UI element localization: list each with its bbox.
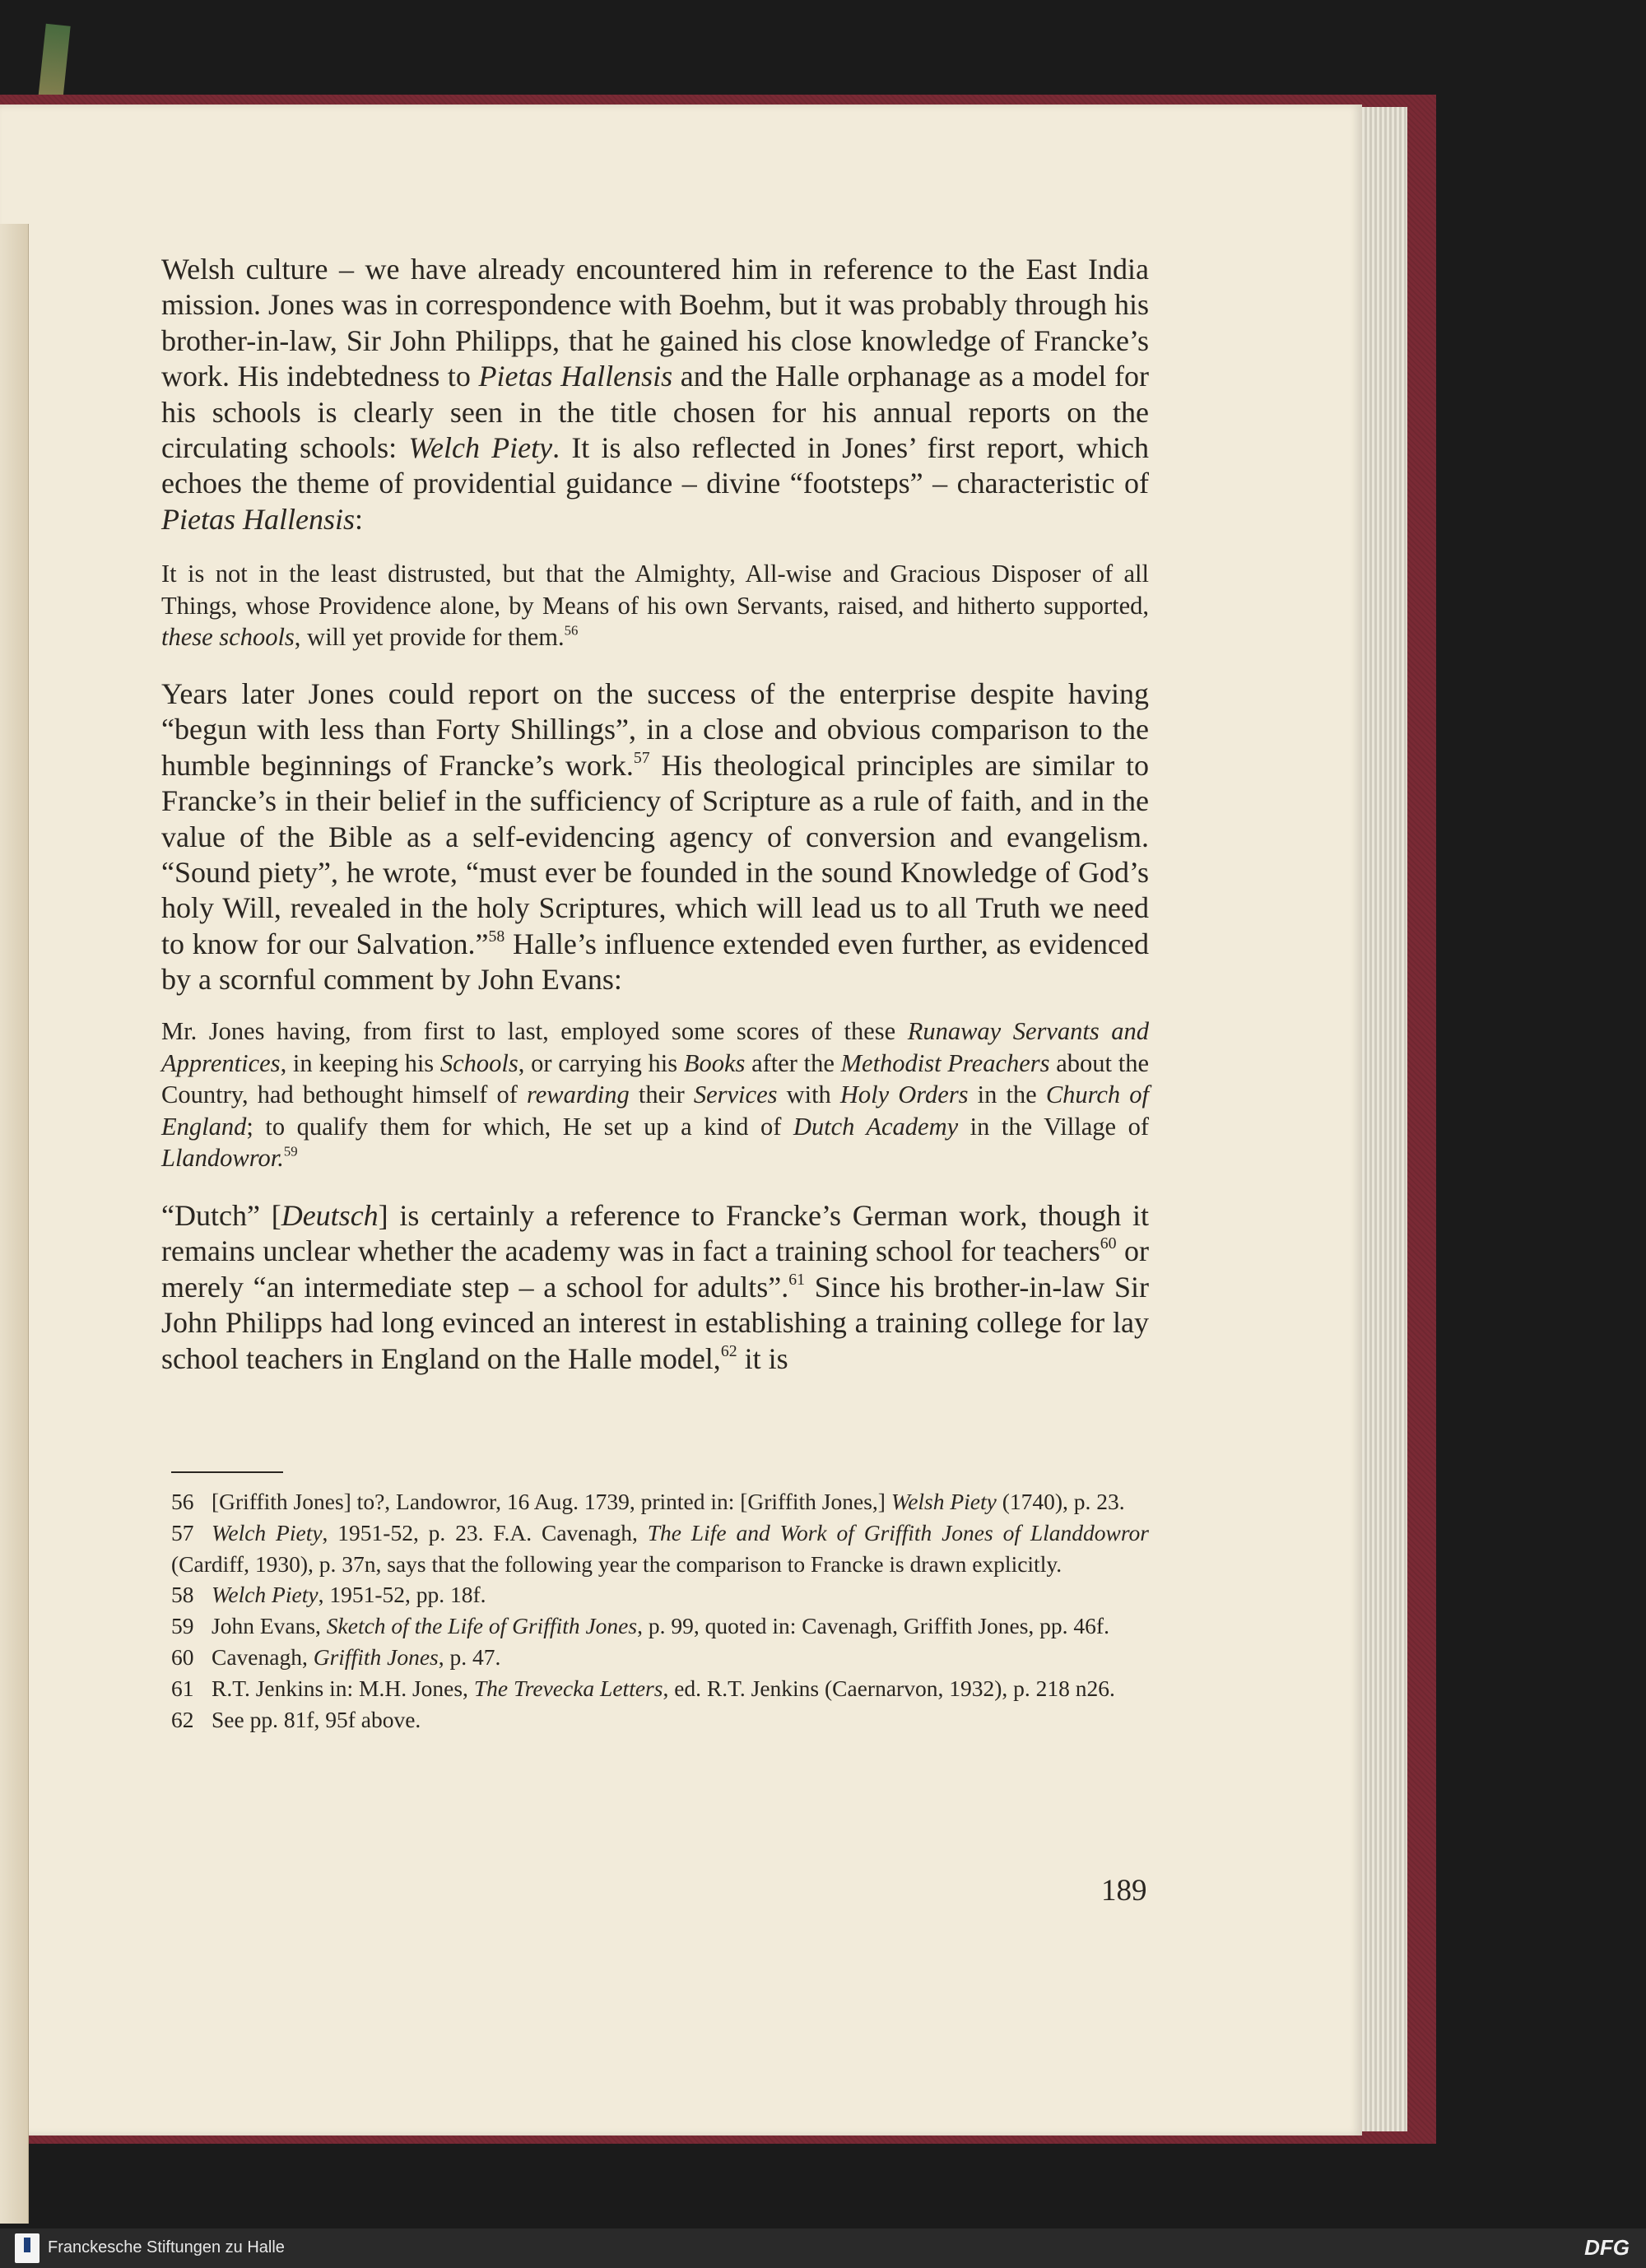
text-run: or merely “an intermediate step – a school for adults”. [161,1234,1149,1304]
text-run: in the Village of [958,1112,1149,1141]
italic-text: Services [693,1081,778,1108]
institution-name[interactable]: Franckesche Stiftungen zu Halle [48,2238,285,2256]
page-number: 189 [1101,1874,1147,1908]
footnote-ref[interactable]: 60 [1100,1234,1117,1253]
italic-text: Holy Orders [839,1081,969,1108]
italic-text: Pietas Hallensis [161,502,355,536]
text-run: His theological principles are similar to Francke’s in their belief in the sufficiency of Scripture as a rule of faith, and in the value of the Bible as a self-evidencing agency of conversion and evangelism. “Sound piety”, he wrote, “must ever be founded in the sound Knowledge of God’s holy Will, revealed in the holy Scriptures, which will lead us to all Truth we need to know for our Salvation.” [161,748,1149,960]
italic-text: Pietas Hallensis [478,360,673,393]
block-quote-2 [161,1015,1149,1174]
text-run: , will yet provide for them. [294,623,565,651]
text-run: after the [745,1048,841,1077]
text-run: [Griffith Jones] to?, Landowror, 16 Aug. 1739, printed in: [Griffith Jones,] [212,1489,891,1514]
text-run: John Evans, [212,1613,327,1639]
italic-text: rewarding [526,1081,630,1108]
italic-text: The Trevecka Letters [473,1675,663,1701]
text-run: (Cardiff, 1930), p. 37n, says that the following year the comparison to Francke is drawn explicitly. [171,1550,1062,1577]
text-run: . It is also reflected in Jones’ first report, which echoes the theme of providential guidance – divine “footsteps” – characteristic of [161,431,1149,500]
italic-text: Welch Piety [212,1582,319,1608]
paragraph-3 [161,1198,1149,1377]
italic-text: Llandowror. [161,1144,284,1172]
text-run: about the Country, had bethought himself of [161,1048,1149,1108]
footnote-rule [171,1471,283,1473]
text-run: Mr. Jones having, from first to last, employed some scores of these [161,1017,908,1045]
footnote-ref[interactable]: 61 [788,1270,806,1289]
footnote-ref[interactable]: 58 [488,927,505,946]
italic-text: Welch Piety [212,1519,323,1545]
italic-text: Welch Piety [408,431,553,465]
footnote [171,1486,1149,1517]
footnote-number: 60 [171,1643,194,1670]
footnote [171,1610,1149,1642]
text-run: , ed. R.T. Jenkins (Caernarvon, 1932), p. 218 n26. [663,1675,1115,1701]
footnote [171,1673,1149,1704]
text-run: and the Halle orphanage as a model for his schools is clearly seen in the title chosen for his annual reports on the circulating schools: [161,360,1149,465]
italic-text: these schools [161,623,295,651]
italic-text: Dutch Academy [793,1112,959,1141]
footnote [171,1517,1149,1580]
paragraph-2 [161,676,1149,998]
text-run: ; to qualify them for which, He set up a kind of [246,1112,793,1141]
italic-text: Sketch of the Life of Griffith Jones [326,1613,638,1639]
text-run: (1740), p. 23. [996,1489,1125,1514]
footnote-number: 61 [171,1675,194,1701]
viewer-footer [0,2228,1646,2268]
footnote-number: 57 [171,1519,194,1545]
italic-text: Methodist Preachers [840,1048,1050,1077]
text-run: : [354,502,363,536]
footnote-number: 62 [171,1706,194,1732]
text-run: Welsh culture – we have already encountered him in reference to the East India mission. Jones was in correspondence with Boehm, but it was probably through his brother-in-law, Sir John Philipps, that he gained his close knowledge of Francke’s work. His indebtedness to [161,253,1149,393]
text-run: Halle’s influence extended even further, as evidenced by a scornful comment by John Evans: [161,927,1150,997]
dfg-logo: DFG [1584,2235,1630,2260]
footnote-ref[interactable]: 56 [564,622,579,639]
text-run: in the [968,1081,1046,1108]
footnote [171,1579,1149,1610]
text-run: “Dutch” [ [161,1199,281,1232]
italic-text: Schools [439,1048,518,1077]
text-run: It is not in the least distrusted, but that the Almighty, All-wise and Gracious Disposer of all Things, whose Providence alone, by Means of his own Servants, raised, and hitherto supported, [161,560,1149,620]
italic-text: Books [683,1048,746,1077]
italic-text: Welsh Piety [890,1489,997,1514]
italic-text: Deutsch [281,1199,379,1232]
italic-text: Runaway Servants and Apprentices [161,1017,1149,1077]
text-run: with [777,1081,840,1108]
footnote [171,1642,1149,1673]
text-run: , or carrying his [518,1048,684,1077]
footnote-ref[interactable]: 59 [283,1143,298,1160]
footnote-ref[interactable]: 62 [720,1341,737,1360]
facing-page-edge [0,224,29,2224]
text-run: , 1951-52, p. 23. F.A. Cavenagh, [322,1519,648,1545]
footnote [171,1704,1149,1736]
text-run: Cavenagh, [212,1643,314,1670]
institution-logo-icon [15,2233,40,2263]
text-run: , in keeping his [280,1048,440,1077]
text-run: See pp. 81f, 95f above. [212,1706,421,1732]
text-run: , p. 47. [438,1643,501,1670]
italic-text: Griffith Jones [313,1643,439,1670]
paragraph-1 [161,252,1149,537]
text-run: it is [737,1341,788,1375]
text-run: ] is certainly a reference to Francke’s German work, though it remains unclear whether the academy was in fact a training school for teachers [161,1199,1149,1268]
text-run: R.T. Jenkins in: M.H. Jones, [212,1675,474,1701]
footnote-number: 58 [171,1582,194,1608]
text-run: Since his brother-in-law Sir John Philipps had long evinced an interest in establishing a training college for lay school teachers in England on the Halle model, [161,1270,1149,1375]
text-run: their [629,1081,694,1108]
footnotes [171,1486,1149,1735]
footnote-ref[interactable]: 57 [633,748,650,767]
text-run: , p. 99, quoted in: Cavenagh, Griffith Jones, pp. 46f. [637,1613,1109,1639]
text-run: Years later Jones could report on the success of the enterprise despite having “begun with less than Forty Shillings”, in a close and obvious comparison to the humble beginnings of Francke’s work. [161,677,1149,782]
text-run: , 1951-52, pp. 18f. [318,1582,486,1608]
italic-text: Church of England [161,1081,1149,1141]
footnote-number: 59 [171,1613,194,1639]
footnote-number: 56 [171,1489,194,1514]
italic-text: The Life and Work of Griffith Jones of Llanddowror [647,1519,1149,1545]
block-quote-1 [161,558,1149,653]
